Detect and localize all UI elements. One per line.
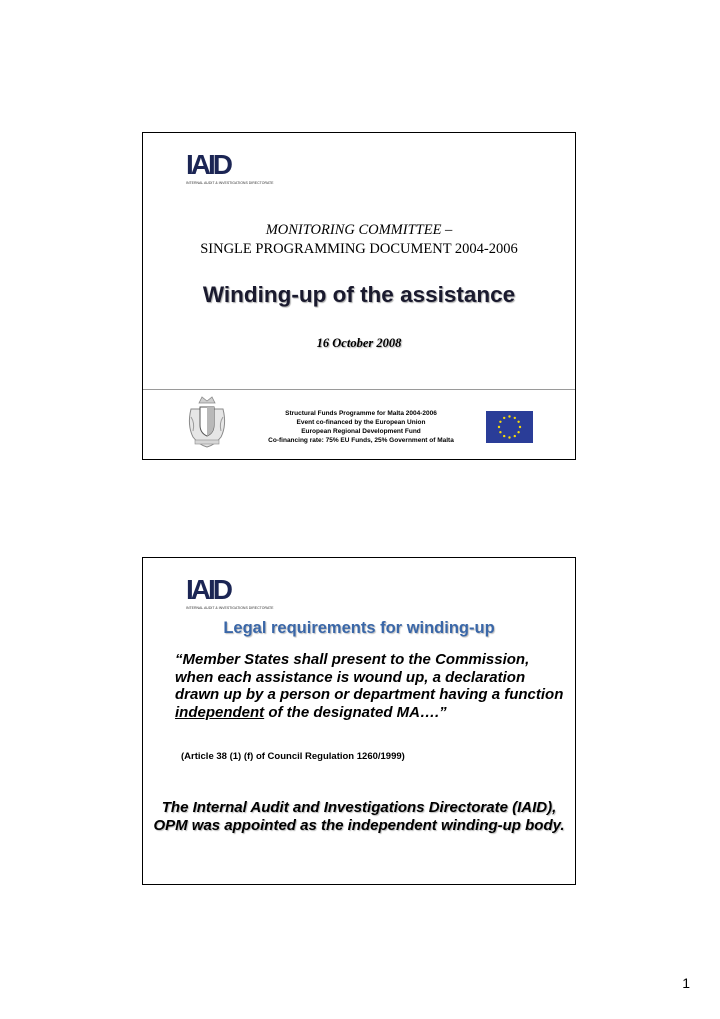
malta-coat-of-arms-icon xyxy=(185,395,229,449)
footer-line: Event co-financed by the European Union xyxy=(296,419,426,426)
footer-line: Structural Funds Programme for Malta 2004-2006 xyxy=(285,410,437,417)
quote-underlined-word: independent xyxy=(175,703,265,721)
committee-title-line-1: MONITORING COMMITTEE – xyxy=(265,222,453,238)
iaid-logo-letters xyxy=(186,151,248,179)
iaid-logo xyxy=(186,149,274,187)
slide-1 xyxy=(142,132,576,460)
committee-title-line-2: SINGLE PROGRAMMING DOCUMENT 2004-2006 xyxy=(200,241,518,257)
footer-info xyxy=(243,409,479,445)
footer-line: European Regional Development Fund xyxy=(301,428,421,435)
page-number: 1 xyxy=(682,975,690,991)
quote-text-end: of the designated MA….” xyxy=(264,703,447,721)
regulation-quote xyxy=(175,651,565,721)
slide-divider xyxy=(143,389,575,390)
slide-2-title: Legal requirements for winding-up xyxy=(223,619,495,637)
slide-1-date: 16 October 2008 xyxy=(316,336,402,350)
article-reference: (Article 38 (1) (f) of Council Regulation 1260/1999) xyxy=(181,751,405,762)
logo-letters: IAID xyxy=(186,149,230,180)
slide-2 xyxy=(142,557,576,885)
quote-text: “Member States shall present to the Commission, when each assistance is wound up, a declaration drawn up by a person or department having a function xyxy=(175,651,564,703)
iaid-logo-subtitle: INTERNAL AUDIT & INVESTIGATIONS DIRECTORATE xyxy=(186,606,274,610)
iaid-logo xyxy=(186,574,274,612)
footer-line: Co-financing rate: 75% EU Funds, 25% Government of Malta xyxy=(268,437,454,444)
iaid-logo-letters xyxy=(186,576,248,604)
iaid-logo-subtitle: INTERNAL AUDIT & INVESTIGATIONS DIRECTORATE xyxy=(186,181,274,185)
slide-1-title: Winding-up of the assistance xyxy=(202,282,516,307)
eu-flag-icon xyxy=(486,411,533,443)
logo-letters: IAID xyxy=(186,574,230,605)
conclusion-text: The Internal Audit and Investigations Directorate (IAID), OPM was appointed as the independent winding-up body. xyxy=(153,799,565,834)
